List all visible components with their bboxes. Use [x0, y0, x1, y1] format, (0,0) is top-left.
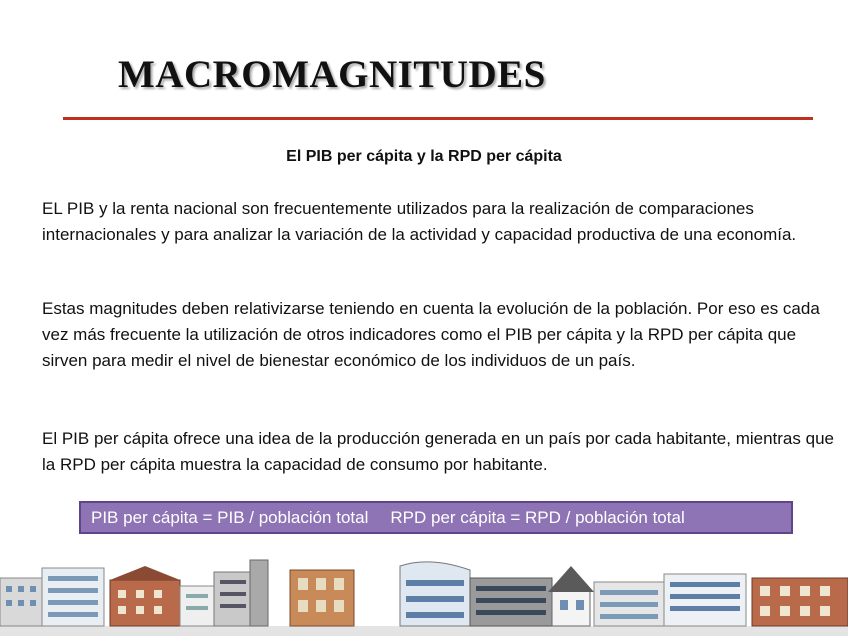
building-left-1 [0, 578, 42, 626]
building-tower [214, 560, 268, 626]
building-brick-3 [752, 578, 848, 626]
building-left-2 [42, 568, 104, 626]
formula-box [79, 501, 793, 534]
paragraph-1: EL PIB y la renta nacional son frecuentemente utilizados para la realización de comparaciones internacionales y para analizar la variación de la actividad y capacidad productiva de una economía. [42, 199, 797, 244]
building-right-2 [664, 574, 746, 626]
slide-subtitle: El PIB per cápita y la RPD per cápita [286, 148, 562, 165]
building-right-1 [594, 582, 664, 626]
slide-title: MACROMAGNITUDES [118, 53, 546, 96]
building-brick-1 [110, 566, 180, 626]
building-brick-2 [290, 570, 354, 626]
title-underline [63, 117, 813, 120]
formula-pib: PIB per cápita = PIB / población total [91, 508, 369, 527]
paragraph-3: El PIB per cápita ofrece una idea de la producción generada en un país por cada habitante, mientras que la RPD per cápita muestra la capacidad de consumo por habitante. [42, 429, 834, 474]
formula-rpd: RPD per cápita = RPD / población total [390, 508, 685, 527]
building-gray-block [470, 578, 552, 626]
building-white-1 [180, 586, 214, 626]
paragraph-2: Estas magnitudes deben relativizarse teniendo en cuenta la evolución de la población. Por eso es cada vez más frecuente la utilización de otros indicadores como el PIB per cápita y la RPD per cápita que sirven para medir el nivel de bienestar económico de los individuos de un país. [42, 299, 820, 370]
city-buildings-illustration [0, 556, 848, 636]
building-house [548, 566, 594, 626]
building-glass [400, 562, 470, 626]
